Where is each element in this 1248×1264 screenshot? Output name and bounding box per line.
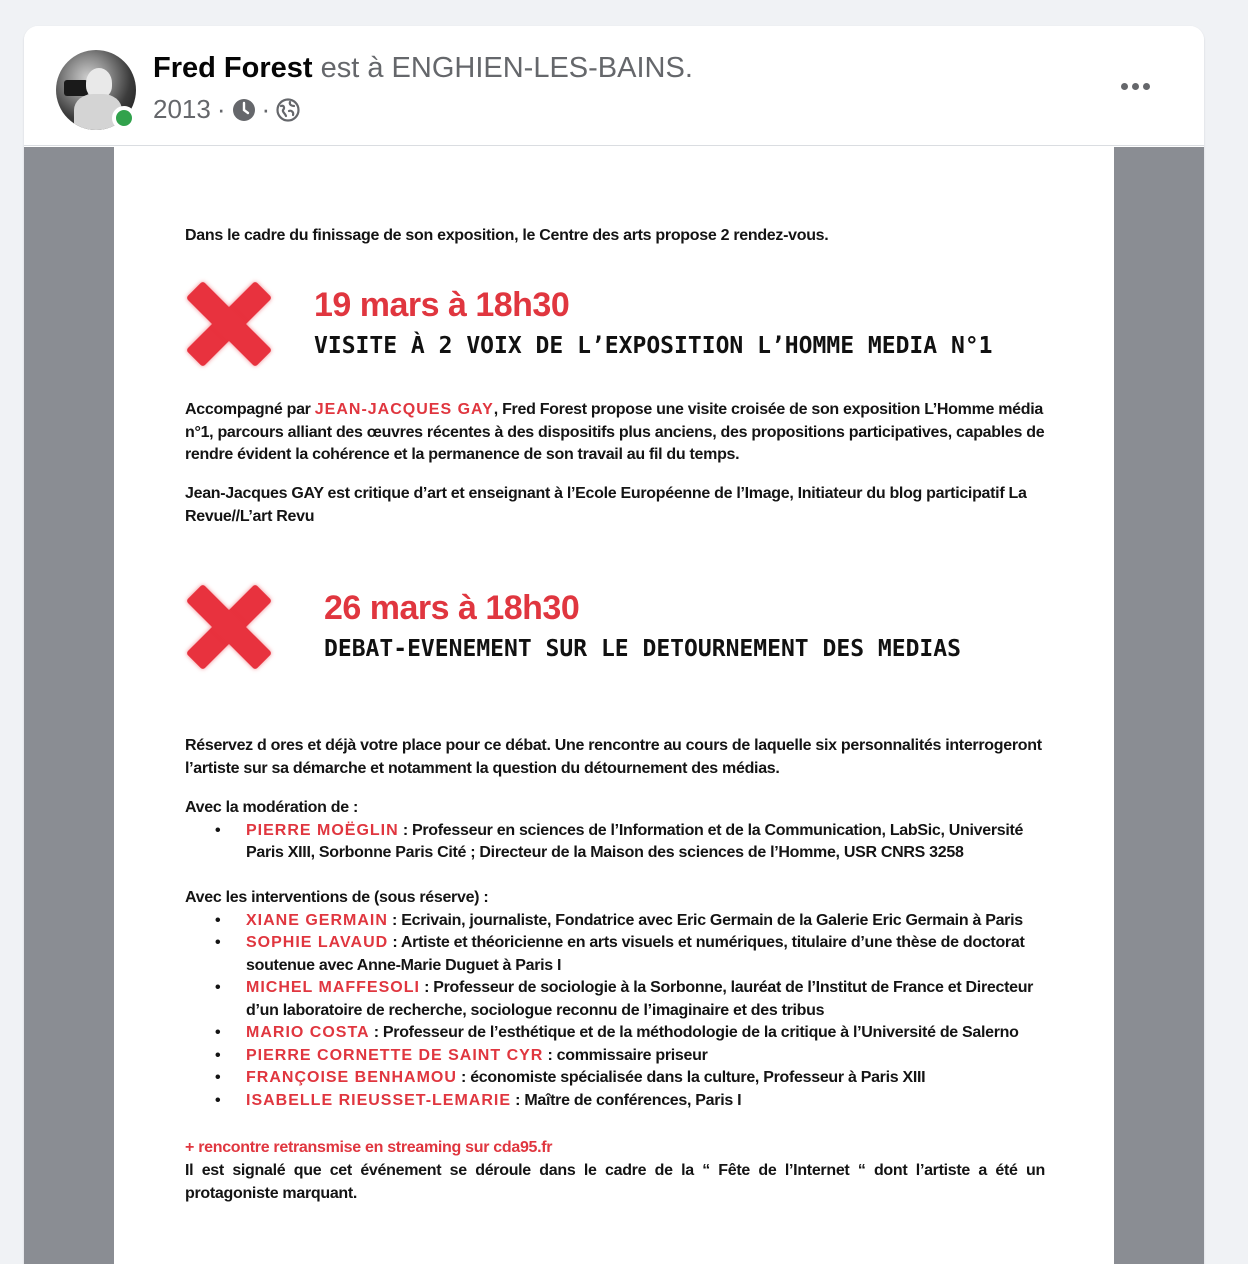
closing-note: Il est signalé que cet événement se déroule dans le cadre de la “ Fête de l’Internet “ dont l’artiste a été un protagoniste marquant. — [185, 1162, 1045, 1202]
speaker-desc: : économiste spécialisée dans la culture, Professeur à Paris XIII — [456, 1069, 926, 1086]
interventions-list — [185, 887, 1045, 1112]
event2-title: DEBAT-EVENEMENT SUR LE DETOURNEMENT DES MEDIAS — [324, 636, 961, 662]
more-options-button[interactable] — [1104, 66, 1166, 106]
event1-prefix: Accompagné par — [185, 401, 315, 418]
speaker-name: ISABELLE RIEUSSET-LEMARIE — [246, 1091, 512, 1109]
event1-title: VISITE À 2 VOIX DE L’EXPOSITION L’HOMME MEDIA N°1 — [314, 333, 993, 359]
speaker-name: XIANE GERMAIN — [246, 911, 388, 929]
author-name-link[interactable]: Fred Forest — [153, 52, 313, 84]
speaker-name: FRANÇOISE BENHAMOU — [246, 1069, 457, 1086]
author-verb: est à — [312, 52, 392, 84]
speaker-name: SOPHIE LAVAUD — [246, 934, 389, 951]
intro-text: Dans le cadre du finissage de son exposition, le Centre des arts propose 2 rendez-vous. — [185, 227, 829, 244]
location-punct: . — [684, 52, 693, 84]
meta-separator: · — [261, 94, 271, 124]
camera-shape — [64, 80, 88, 96]
event2-date: 26 mars à 18h30 — [324, 589, 580, 627]
list-item — [185, 910, 1045, 933]
event1-paragraph — [185, 399, 1045, 467]
post-year-link[interactable]: 2013 — [153, 94, 211, 124]
guest-name: JEAN-JACQUES GAY — [314, 401, 494, 418]
post-header — [24, 26, 1204, 146]
list-item — [185, 1045, 1045, 1068]
event1-rest: , Fred Forest propose une visite croisée de son exposition L’Homme média n°1, parcours alliant des œuvres récentes à des dispositifs plus anciens, des propositions participatives, capables de rendre évident la cohérence et la permanence de son travail au fil du temps. — [185, 401, 1045, 463]
interventions-heading: Avec les interventions de (sous réserve) : — [185, 889, 489, 906]
event1-bio: Jean-Jacques GAY est critique d’art et enseignant à l’Ecole Européenne de l’Image, Initiateur du blog participatif La Revue//L’art Revu — [185, 485, 1027, 525]
speaker-desc: : Artiste et théoricienne en arts visuels et numériques, titulaire d’une thèse de doctorat soutenue avec Anne-Marie Duguet à Paris I — [246, 934, 1025, 974]
list-item — [185, 1067, 1045, 1090]
moderation-heading: Avec la modération de : — [185, 799, 358, 816]
globe-icon[interactable] — [276, 98, 300, 122]
post-meta — [153, 94, 300, 125]
speaker-name: MARIO COSTA — [246, 1024, 370, 1041]
list-item — [185, 932, 1045, 977]
list-item — [185, 1090, 1045, 1113]
location-link[interactable]: ENGHIEN-LES-BAINS — [391, 52, 685, 84]
speaker-desc: : Maître de conférences, Paris I — [511, 1091, 742, 1109]
red-x-icon — [186, 281, 272, 367]
post-card — [24, 26, 1204, 1264]
streaming-note: + rencontre retransmise en streaming sur cda95.fr — [185, 1139, 553, 1156]
speaker-desc: : Ecrivain, journaliste, Fondatrice avec Eric Germain de la Galerie Eric Germain à Paris — [387, 911, 1023, 929]
speaker-desc: : Professeur en sciences de l’Information et de la Communication, LabSic, Université Paris XIII, Sorbonne Paris Cité ; Directeur de la Maison des sciences de l’Homme, USR CNRS 3258 — [246, 821, 1024, 861]
red-x-icon — [186, 584, 272, 670]
list-item — [185, 1022, 1045, 1045]
dot — [1132, 83, 1139, 90]
moderation-list — [185, 797, 1045, 865]
event2-paragraph: Réservez d ores et déjà votre place pour ce débat. Une rencontre au cours de laquelle six personnalités interrogeront l’artiste sur sa démarche et notamment la question du détournement des médias. — [185, 737, 1042, 777]
post-author-line — [153, 52, 693, 85]
dot — [1143, 83, 1150, 90]
post-photo[interactable] — [24, 147, 1204, 1264]
speaker-desc: : Professeur de l’esthétique et de la méthodologie de la critique à l’Université de Salerno — [369, 1024, 1019, 1041]
speaker-desc: : commissaire priseur — [543, 1046, 708, 1064]
dot — [1121, 83, 1128, 90]
online-status-dot — [112, 106, 136, 130]
speaker-name: MICHEL MAFFESOLI — [246, 979, 420, 996]
flyer-document — [114, 147, 1114, 1264]
list-item — [185, 820, 1045, 865]
speaker-desc: : Professeur de sociologie à la Sorbonne, lauréat de l’Institut de France et Directeur d’un laboratoire de recherche, sociologue reconnu de l’imaginaire et des tribus — [246, 979, 1034, 1019]
list-item — [185, 977, 1045, 1022]
meta-separator: · — [216, 94, 226, 124]
event1-date: 19 mars à 18h30 — [314, 286, 570, 324]
speaker-name: PIERRE MOËGLIN — [246, 821, 399, 839]
speaker-name: PIERRE CORNETTE DE SAINT CYR — [246, 1046, 544, 1064]
clock-icon — [232, 98, 256, 122]
